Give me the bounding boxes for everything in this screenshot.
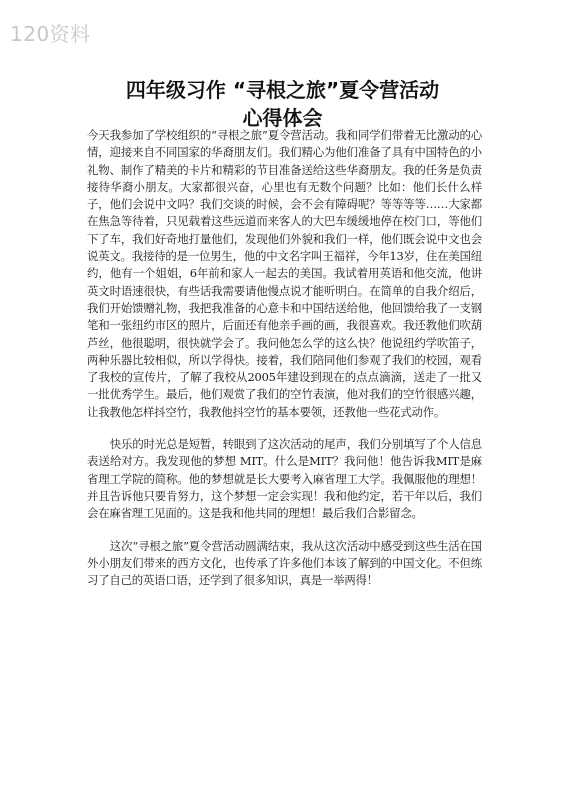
page-title (0, 76, 565, 132)
paragraph-1: 今天我参加了学校组织的“寻根之旅”夏令营活动。我和同学们带着无比激动的心情，迎接来自不同国家的华裔朋友们。我们精心为他们准备了具有中国特色的小礼物、制作了精美的卡片和精彩的节目准备送给这些华裔朋友。我的任务是负责接待华裔小朋友。大家都很兴奋，心里也有无数个问题？比如：他们长什么样子，他们会说中文吗？我们交谈的时候，会不会有障碍呢？等等等等……大家都在焦急等待着，只见载着这些远道而来客人的大巴车缓缓地停在校门口，等他们下了车，我们好奇地打量他们，发现他们外貌和我们一样，他们既会说中文也会说英文。我接待的是一位男生，他的中文名字叫王福祥，今年13岁，住在美国纽约，他有一个姐姐，6年前和家人一起去的美国。我试着用英语和他交流，他讲英文时语速很快，有些话我需要请他慢点说才能听明白。在简单的自我介绍后，我们开始馈赠礼物，我把我准备的心意卡和中国结送给他，他回馈给我了一支钢笔和一张纽约市区的照片，后面还有他亲手画的画，我很喜欢。我还教他们吹葫芦丝，他很聪明，很快就学会了。我问他怎么学的这么快？他说纽约学吹笛子，两种乐器比较相似，所以学得快。接着，我们陪同他们参观了我们的校园，观看了我校的宣传片，了解了我校从2005年建设到现在的点点滴滴，送走了一批又一批优秀学生。最后，他们观赏了我们的空竹表演，他对我们的空竹很感兴趣，让我教他怎样抖空竹，我教他抖空竹的基本要领，还教他一些花式动作。 (87, 128, 482, 419)
watermark: 120资料 (10, 22, 91, 46)
article-body (87, 127, 482, 604)
title-line-1: 四年级习作 “寻根之旅”夏令营活动 (125, 78, 440, 102)
title-line-2: 心得体会 (242, 106, 323, 130)
paragraph-3: 这次“寻根之旅”夏令营活动圆满结束，我从这次活动中感受到这些生活在国外小朋友们带来的西方文化，也传承了许多他们本该了解到的中国文化。不但练习了自己的英语口语，还学到了很多知识，真是一举两得！ (87, 538, 482, 588)
paragraph-2: 快乐的时光总是短暂，转眼到了这次活动的尾声，我们分别填写了个人信息表送给对方。我发现他的梦想 MIT。什么是MIT？我问他！他告诉我MIT是麻省理工学院的简称。他的梦想就是长大要考入麻省理工大学。我佩服他的理想！并且告诉他只要肯努力，这个梦想一定会实现！我和他约定，若干年以后，我们会在麻省理工见面的。这是我和他共同的理想！最后我们合影留念。 (87, 437, 482, 521)
